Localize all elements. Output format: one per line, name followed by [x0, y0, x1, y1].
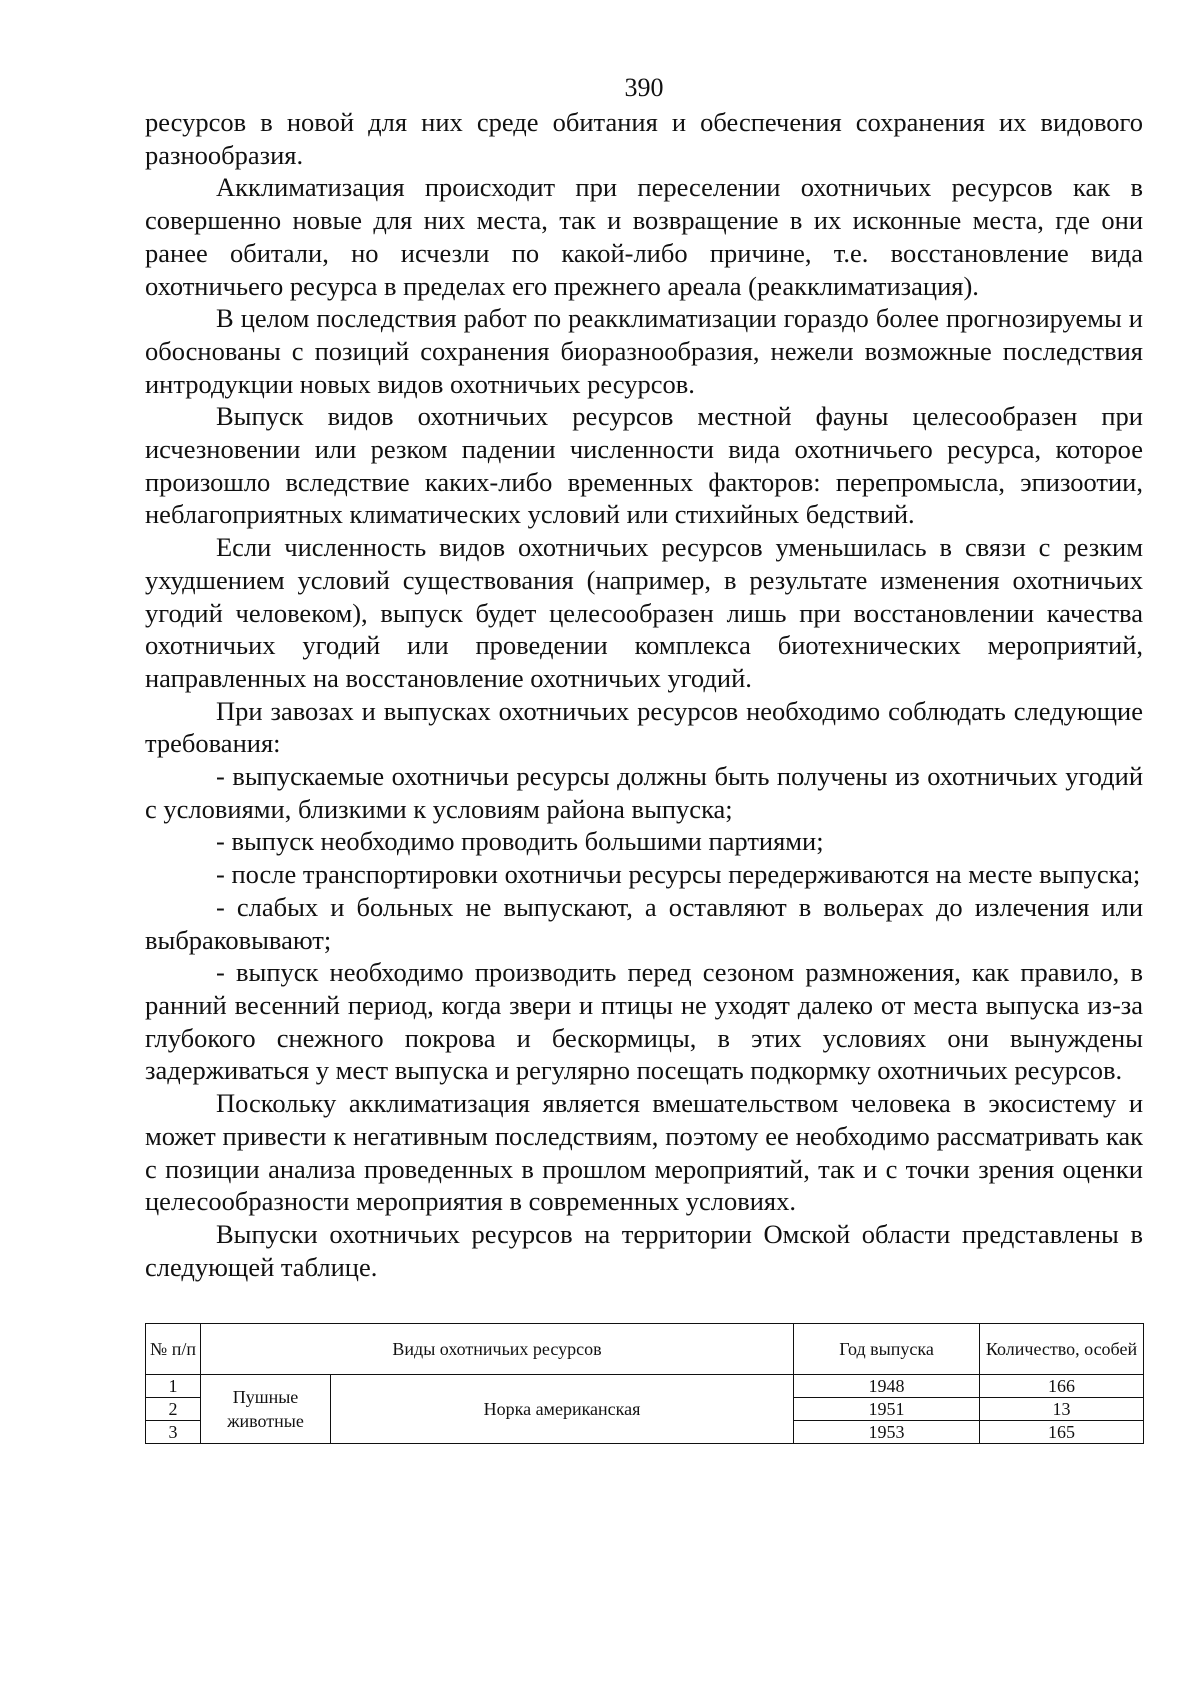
row-year: 1948: [794, 1375, 980, 1398]
row-num: 3: [146, 1421, 201, 1444]
paragraph-1: ресурсов в новой для них среде обитания и обеспечения сохранения их видового разнообразия.: [145, 107, 1143, 170]
requirement-item-4: - слабых и больных не выпускают, а оставляют в вольерах до излечения или выбраковывают;: [145, 891, 1143, 955]
row-num: 1: [146, 1375, 201, 1398]
requirement-item-5: - выпуск необходимо производить перед сезоном размножения, как правило, в ранний весенний период, когда звери и птицы не уходят далеко от места выпуска из-за глубокого снежного покрова и бескормицы, в этих условиях они вынуждены задерживаться у мест выпуска и регулярно посещать подкормку охотничьих ресурсов.: [145, 957, 1143, 1086]
releases-table: [145, 1323, 1144, 1444]
requirement-item-2: - выпуск необходимо проводить большими партиями;: [216, 826, 824, 857]
table-row: [146, 1375, 1144, 1398]
paragraph-6: При завозах и выпусках охотничьих ресурсов необходимо соблюдать следующие требования:: [145, 695, 1143, 759]
paragraph-2: Акклиматизация происходит при переселении охотничьих ресурсов как в совершенно новые для них места, так и возвращение в их исконные места, где они ранее обитали, но исчезли по какой-либо причине, т.е. восстановление вида охотничьего ресурса в пределах его прежнего ареала (реакклиматизация).: [145, 172, 1143, 301]
row-year: 1951: [794, 1398, 980, 1421]
header-species: Виды охотничьих ресурсов: [201, 1324, 794, 1375]
row-year: 1953: [794, 1421, 980, 1444]
header-year: Год выпуска: [794, 1324, 980, 1375]
table-header-row: [146, 1324, 1144, 1375]
requirement-item-1: - выпускаемые охотничьи ресурсы должны быть получены из охотничьих угодий с условиями, близкими к условиям района выпуска;: [145, 761, 1143, 824]
row-count: 13: [980, 1398, 1144, 1421]
row-count: 165: [980, 1421, 1144, 1444]
paragraph-5: Если численность видов охотничьих ресурсов уменьшилась в связи с резким ухудшением условий существования (например, в результате изменения охотничьих угодий человеком), выпуск будет целесообразен лишь при восстановлении качества охотничьих угодий или проведении комплекса биотехнических мероприятий, направленных на восстановление охотничьих угодий.: [145, 532, 1143, 693]
header-num: № п/п: [146, 1324, 201, 1375]
requirement-item-3: - после транспортировки охотничьи ресурсы передерживаются на месте выпуска;: [216, 859, 1141, 890]
body-text: [145, 106, 1143, 1283]
species-cell: Норка американская: [331, 1375, 794, 1444]
group-cell: Пушные животные: [201, 1375, 331, 1444]
header-count: Количество, особей: [980, 1324, 1144, 1375]
paragraph-4: Выпуск видов охотничьих ресурсов местной фауны целесообразен при исчезновении или резком падении численности вида охотничьего ресурса, которое произошло вследствие каких-либо временных факторов: перепромысла, эпизоотии, неблагоприятных климатических условий или стихийных бедствий.: [145, 401, 1143, 530]
row-count: 166: [980, 1375, 1144, 1398]
document-page: [145, 72, 1143, 1444]
paragraph-3: В целом последствия работ по реакклиматизации гораздо более прогнозируемы и обоснованы с позиций сохранения биоразнообразия, нежели возможные последствия интродукции новых видов охотничьих ресурсов.: [145, 303, 1143, 399]
paragraph-7: Поскольку акклиматизация является вмешательством человека в экосистему и может привести к негативным последствиям, поэтому ее необходимо рассматривать как с позиции анализа проведенных в прошлом мероприятий, так и с точки зрения оценки целесообразности мероприятия в современных условиях.: [145, 1088, 1143, 1217]
page-number: 390: [624, 73, 664, 102]
paragraph-8: Выпуски охотничьих ресурсов на территории Омской области представлены в следующей таблице.: [145, 1218, 1143, 1282]
row-num: 2: [146, 1398, 201, 1421]
